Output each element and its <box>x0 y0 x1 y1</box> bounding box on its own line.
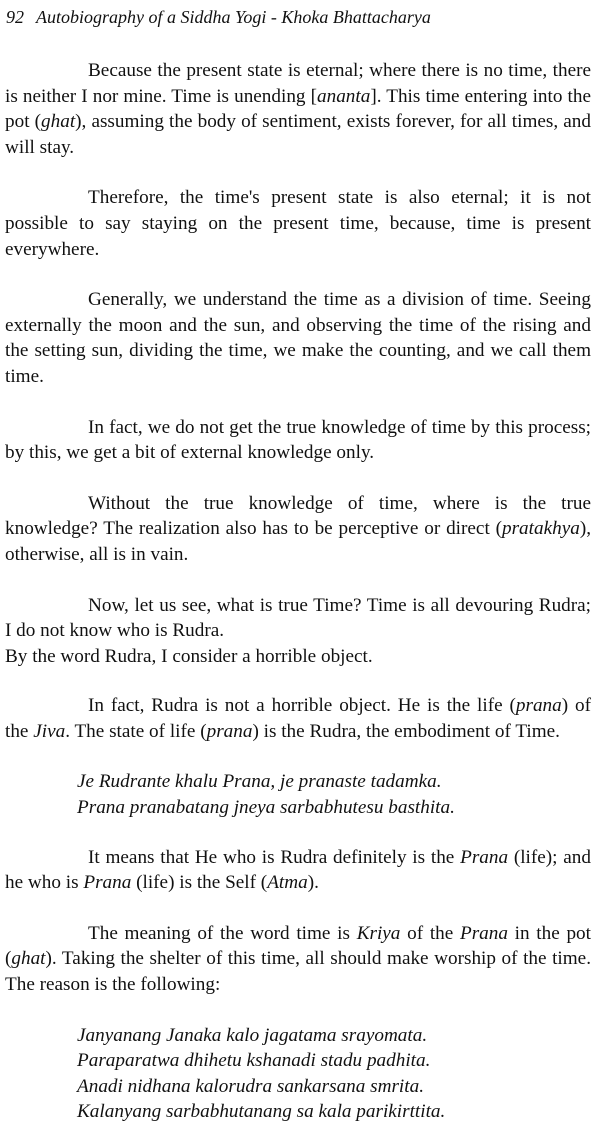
italic-term: prana <box>515 695 562 717</box>
body-paragraph <box>5 58 591 160</box>
text-run: By the word Rudra, I consider a horrible object. <box>5 645 373 667</box>
text-run: in the pot ( <box>5 922 591 970</box>
text-run: It means that He who is Rudra definitely is the <box>88 846 461 868</box>
verse-block <box>77 769 591 820</box>
italic-term: ghat <box>41 111 76 133</box>
text-run: Without the true knowledge of time, where is the true knowledge? The realization also has to be perceptive or direct ( <box>5 492 591 540</box>
text-run: In fact, Rudra is not a horrible object. He is the life ( <box>88 695 516 717</box>
page-number: 92 <box>6 7 24 27</box>
text-run: (life) is the Self ( <box>131 872 268 894</box>
body-paragraph <box>5 491 591 568</box>
text-run: . The state of life ( <box>65 720 207 742</box>
running-header <box>6 4 596 30</box>
body-paragraph <box>5 644 591 670</box>
text-run: ) of the <box>5 695 591 742</box>
text-run: ), otherwise, all is in vain. <box>5 518 591 565</box>
text-run: Now, let us see, what is true Time? Time is all devouring Rudra; I do not know who is Rudra. <box>5 594 591 642</box>
text-run: Therefore, the time's present state is also eternal; it is not possible to say staying on the present time, because, time is present everywhere. <box>5 187 591 260</box>
italic-term: ananta <box>317 85 371 107</box>
italic-term: Prana <box>459 922 508 944</box>
body-paragraph <box>5 185 591 262</box>
verse-line: Janyanang Janaka kalo jagatama srayomata. <box>77 1024 428 1046</box>
body-paragraph <box>5 415 591 466</box>
verse-line: Paraparatwa dhihetu kshanadi stadu padhita. <box>77 1050 431 1072</box>
verse-line: Je Rudrante khalu Prana, je pranaste tadamka. <box>77 771 442 793</box>
verse-line: Kalanyang sarbabhutanang sa kala parikirttita. <box>77 1101 446 1123</box>
text-run: Generally, we understand the time as a division of time. Seeing externally the moon and the sun, and observing the time of the rising and the setting sun, dividing the time, we make the counting, and we call them time. <box>5 289 591 387</box>
italic-term: ghat <box>11 948 46 970</box>
text-run: ). <box>307 872 319 894</box>
text-run: (life); and he who is <box>5 846 591 894</box>
italic-term: Atma <box>267 872 308 894</box>
verse-line: Prana pranabatang jneya sarbabhutesu basthita. <box>77 797 455 819</box>
body-paragraph <box>5 693 591 744</box>
text-run: ) is the Rudra, the embodiment of Time. <box>252 720 560 742</box>
body-paragraph <box>5 845 591 896</box>
italic-term: Kriya <box>356 922 401 944</box>
text-run: ), assuming the body of sentiment, exists forever, for all times, and will stay. <box>5 111 591 158</box>
italic-term: prana <box>206 720 253 742</box>
text-run: ]. This time entering into the pot ( <box>5 85 591 133</box>
italic-term: pratakhya <box>502 518 580 540</box>
verse-block <box>77 1023 591 1125</box>
body-paragraph <box>5 921 591 998</box>
italic-term: Jiva <box>33 720 66 742</box>
italic-term: Prana <box>460 846 509 868</box>
text-run: of the <box>400 922 460 944</box>
verse-line: Anadi nidhana kalorudra sankarsana smrita. <box>77 1075 424 1097</box>
text-run: ). Taking the shelter of this time, all should make worship of the time. The reason is the following: <box>5 948 591 996</box>
body-paragraph <box>5 287 591 389</box>
page-body <box>5 58 591 1125</box>
running-title: Autobiography of a Siddha Yogi - Khoka Bhattacharya <box>36 7 431 27</box>
body-paragraph <box>5 593 591 644</box>
text-run: The meaning of the word time is <box>88 922 357 944</box>
text-run: In fact, we do not get the true knowledge of time by this process; by this, we get a bit of external knowledge only. <box>5 416 591 464</box>
italic-term: Prana <box>83 872 132 894</box>
text-run: Because the present state is eternal; where there is no time, there is neither I nor mine. Time is unending [ <box>5 60 591 107</box>
